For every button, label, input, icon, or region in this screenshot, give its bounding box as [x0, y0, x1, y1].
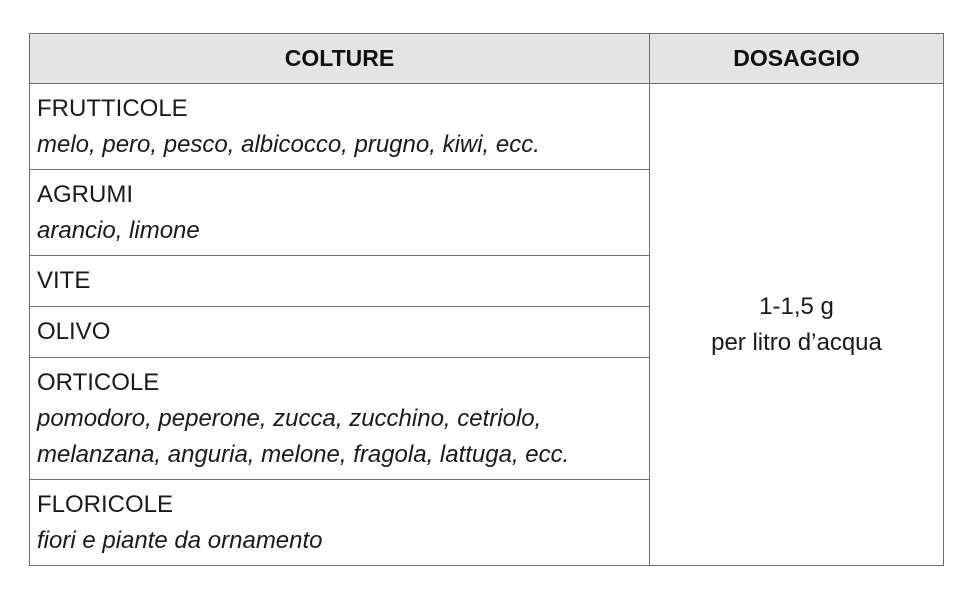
crop-examples	[37, 523, 649, 559]
crop-cell-frutticole	[30, 84, 650, 170]
crop-examples	[37, 213, 649, 249]
crop-examples-line: melo, pero, pesco, albicocco, prugno, kiwi, ecc.	[37, 131, 540, 158]
crop-cell-agrumi	[30, 170, 650, 256]
crop-name: FRUTTICOLE	[37, 95, 188, 122]
crop-examples	[37, 127, 649, 163]
crop-examples-line: fiori e piante da ornamento	[37, 527, 323, 554]
dosage-cell	[650, 84, 944, 566]
table-header-row	[30, 34, 944, 84]
table-row	[30, 84, 944, 170]
crop-name: ORTICOLE	[37, 369, 160, 396]
crop-name: FLORICOLE	[37, 491, 174, 518]
dosage-amount: 1-1,5 g	[759, 292, 834, 320]
crop-cell-orticole	[30, 358, 650, 480]
crop-cell-vite	[30, 256, 650, 307]
crops-column-header: COLTURE	[30, 34, 650, 84]
crop-examples	[37, 401, 649, 473]
crop-name: VITE	[37, 267, 91, 294]
dosage-table	[29, 33, 944, 566]
crop-name: OLIVO	[37, 318, 111, 345]
crop-examples-line: arancio, limone	[37, 217, 200, 244]
dosage-unit: per litro d’acqua	[711, 328, 882, 356]
crop-name: AGRUMI	[37, 181, 133, 208]
dosage-column-header: DOSAGGIO	[650, 34, 944, 84]
crop-cell-olivo	[30, 307, 650, 358]
crop-examples-line: melanzana, anguria, melone, fragola, lattuga, ecc.	[37, 441, 570, 468]
crop-examples-line: pomodoro, peperone, zucca, zucchino, cetriolo,	[37, 405, 542, 432]
crop-cell-floricole	[30, 480, 650, 566]
